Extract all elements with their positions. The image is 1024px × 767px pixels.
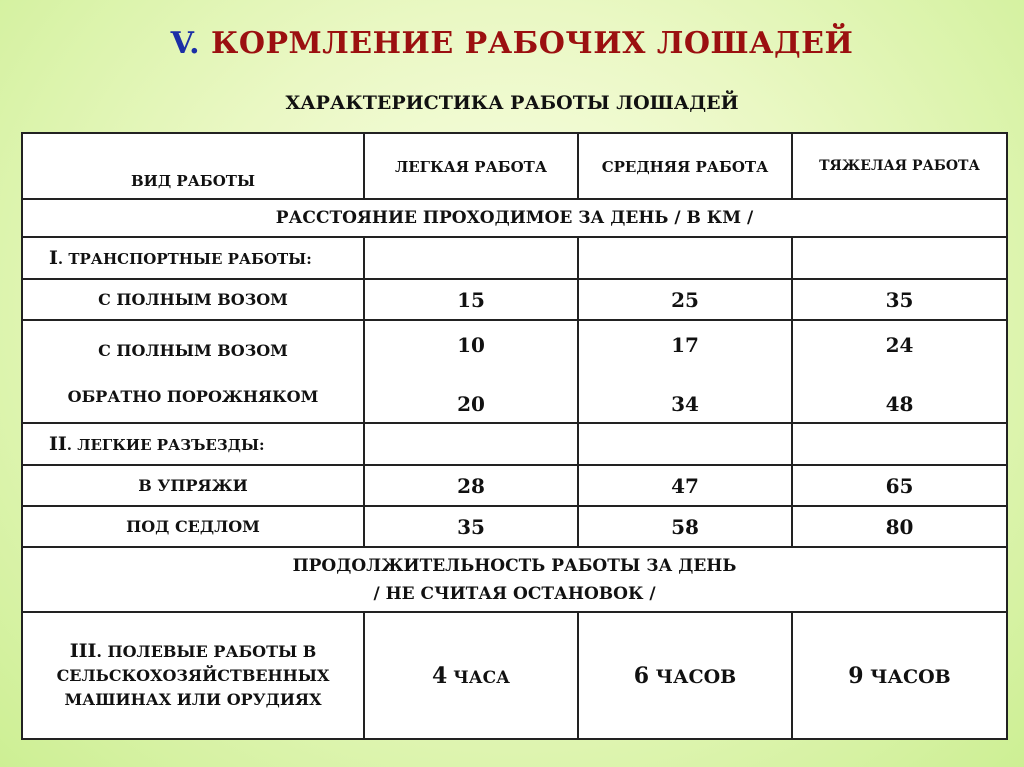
value-heavy: 24: [885, 333, 914, 357]
value-medium: 47: [578, 465, 792, 506]
title-text: КОРМЛЕНИЕ РАБОЧИХ ЛОШАДЕЙ: [211, 26, 854, 61]
section-duration-line2: / НЕ СЧИТАЯ ОСТАНОВОК /: [373, 583, 656, 604]
table-row: [22, 612, 1007, 739]
row-label: ОБРАТНО ПОРОЖНЯКОМ: [67, 387, 319, 406]
value-medium: 25: [578, 279, 792, 320]
transport-roman: I: [49, 247, 58, 269]
row-label: С ПОЛНЫМ ВОЗОМ: [98, 341, 288, 360]
field-line3: МАШИНАХ ИЛИ ОРУДИЯХ: [64, 690, 322, 709]
section-duration-line1: ПРОДОЛЖИТЕЛЬНОСТЬ РАБОТЫ ЗА ДЕНЬ: [292, 555, 737, 576]
transport-label: [22, 237, 364, 279]
table-row: [22, 465, 1007, 506]
row-label: ПОД СЕДЛОМ: [22, 506, 364, 547]
value-light-num: 4: [432, 662, 448, 689]
value-light: 15: [364, 279, 578, 320]
trips-label-text: . ЛЕГКИЕ РАЗЪЕЗДЫ:: [66, 436, 265, 454]
header-medium: СРЕДНЯЯ РАБОТА: [578, 133, 792, 199]
table-row: [22, 237, 1007, 279]
value-heavy: 65: [792, 465, 1007, 506]
horse-work-table: [21, 132, 1008, 740]
value-medium: [578, 612, 792, 739]
value-heavy-dual: [792, 320, 1007, 423]
title-number: V.: [170, 26, 201, 61]
value-heavy: 35: [792, 279, 1007, 320]
value-medium: 34: [671, 392, 699, 416]
field-label: [22, 612, 364, 739]
table-row: [22, 279, 1007, 320]
row-label: С ПОЛНЫМ ВОЗОМ: [22, 279, 364, 320]
value-light: 28: [364, 465, 578, 506]
section-duration: [22, 547, 1007, 612]
header-light: ЛЕГКАЯ РАБОТА: [364, 133, 578, 199]
value-light-unit: ЧАСА: [447, 667, 510, 688]
table-row: [22, 320, 1007, 423]
value-light: 20: [457, 392, 485, 416]
row-label-dual: [22, 320, 364, 423]
table-subtitle: ХАРАКТЕРИСТИКА РАБОТЫ ЛОШАДЕЙ: [285, 92, 739, 114]
value-light: [364, 612, 578, 739]
section-distance: РАССТОЯНИЕ ПРОХОДИМОЕ ЗА ДЕНЬ / В КМ /: [22, 199, 1007, 237]
value-heavy: 48: [885, 392, 914, 416]
value-heavy: [792, 612, 1007, 739]
value-medium: 58: [578, 506, 792, 547]
value-medium-dual: [578, 320, 792, 423]
field-line1: . ПОЛЕВЫЕ РАБОТЫ В: [96, 642, 317, 661]
value-light: 10: [457, 333, 485, 357]
trips-label: [22, 423, 364, 465]
value-heavy: 80: [792, 506, 1007, 547]
transport-label-text: . ТРАНСПОРТНЫЕ РАБОТЫ:: [57, 250, 312, 268]
table-header-row: [22, 133, 1007, 199]
value-medium-num: 6: [633, 662, 650, 689]
field-roman: III: [69, 640, 97, 662]
header-kind: ВИД РАБОТЫ: [22, 133, 364, 199]
value-medium: 17: [671, 333, 699, 357]
section-row-duration: [22, 547, 1007, 612]
table-row: [22, 423, 1007, 465]
value-light-dual: [364, 320, 578, 423]
value-heavy-unit: ЧАСОВ: [863, 665, 951, 688]
row-label: В УПРЯЖИ: [22, 465, 364, 506]
table-row: [22, 506, 1007, 547]
field-line2: СЕЛЬСКОХОЗЯЙСТВЕННЫХ: [56, 666, 330, 685]
value-light: 35: [364, 506, 578, 547]
value-medium-unit: ЧАСОВ: [649, 665, 737, 688]
page-title: [0, 26, 1024, 61]
section-row-distance: [22, 199, 1007, 237]
trips-roman: II: [49, 433, 67, 455]
header-heavy: ТЯЖЕЛАЯ РАБОТА: [792, 133, 1007, 199]
value-heavy-num: 9: [848, 662, 864, 689]
